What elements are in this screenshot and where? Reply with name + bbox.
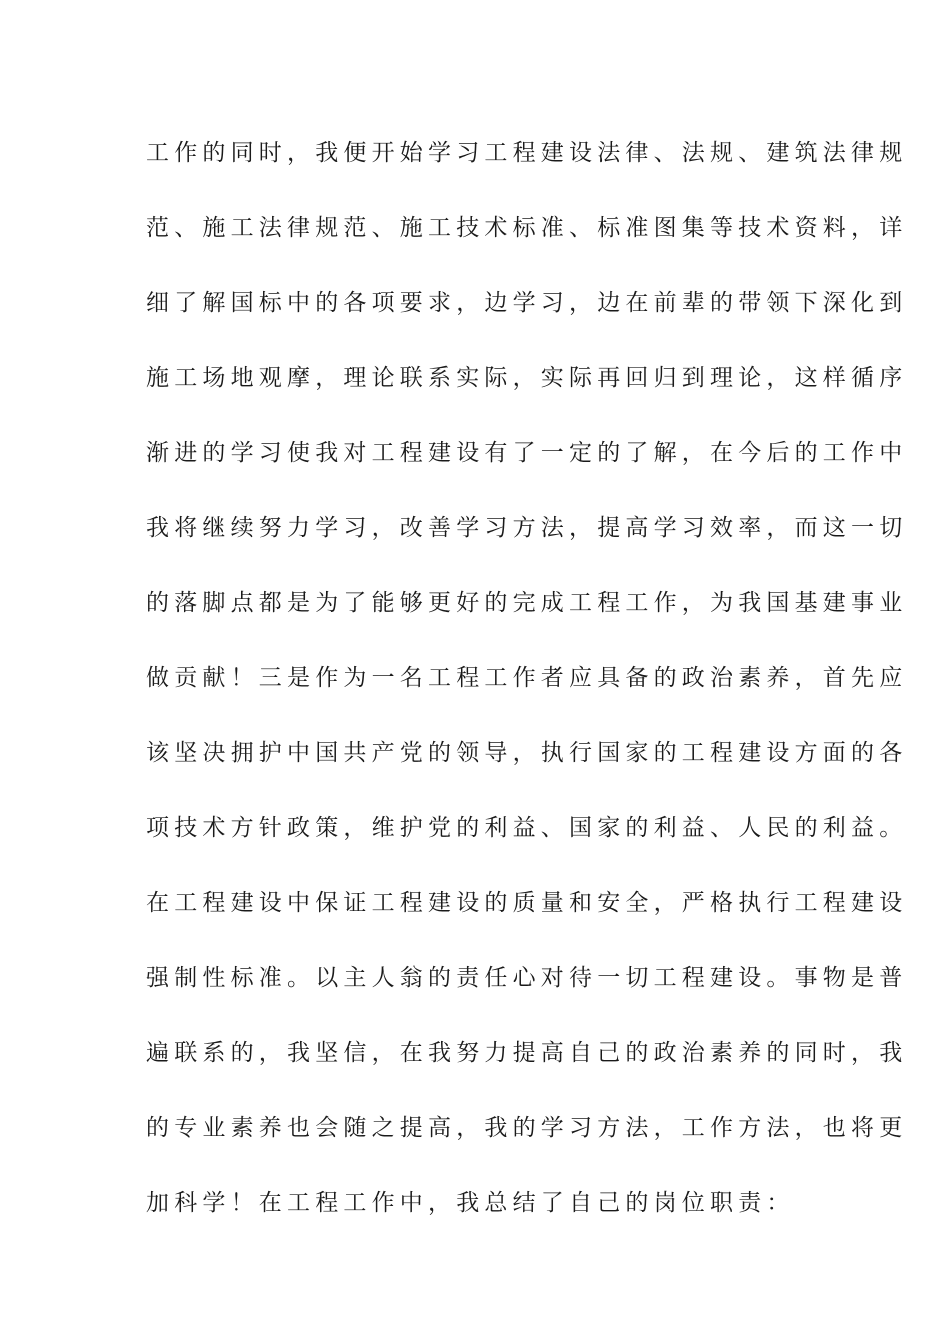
text-line-11: 在工程建设中保证工程建设的质量和安全，严格执行工程建设 xyxy=(146,890,908,916)
text-line-7: 的落脚点都是为了能够更好的完成工程工作，为我国基建事业 xyxy=(146,590,908,616)
text-line-5: 渐进的学习使我对工程建设有了一定的了解，在今后的工作中 xyxy=(146,440,908,466)
body-text xyxy=(146,131,908,1256)
text-line-10: 项技术方针政策，维护党的利益、国家的利益、人民的利益。 xyxy=(146,815,908,841)
text-line-14: 的专业素养也会随之提高，我的学习方法，工作方法，也将更 xyxy=(146,1115,908,1141)
text-line-8: 做贡献！三是作为一名工程工作者应具备的政治素养，首先应 xyxy=(146,665,908,691)
text-line-2: 范、施工法律规范、施工技术标准、标准图集等技术资料，详 xyxy=(146,215,908,241)
text-line-6: 我将继续努力学习，改善学习方法，提高学习效率，而这一切 xyxy=(146,515,908,541)
text-line-15: 加科学！在工程工作中，我总结了自己的岗位职责： xyxy=(146,1190,795,1216)
text-line-3: 细了解国标中的各项要求，边学习，边在前辈的带领下深化到 xyxy=(146,290,908,316)
text-line-12: 强制性标准。以主人翁的责任心对待一切工程建设。事物是普 xyxy=(146,965,908,991)
text-line-9: 该坚决拥护中国共产党的领导，执行国家的工程建设方面的各 xyxy=(146,740,908,766)
text-line-13: 遍联系的，我坚信，在我努力提高自己的政治素养的同时，我 xyxy=(146,1040,908,1066)
text-line-1: 工作的同时，我便开始学习工程建设法律、法规、建筑法律规 xyxy=(146,140,908,166)
text-line-4: 施工场地观摩，理论联系实际，实际再回归到理论，这样循序 xyxy=(146,365,908,391)
